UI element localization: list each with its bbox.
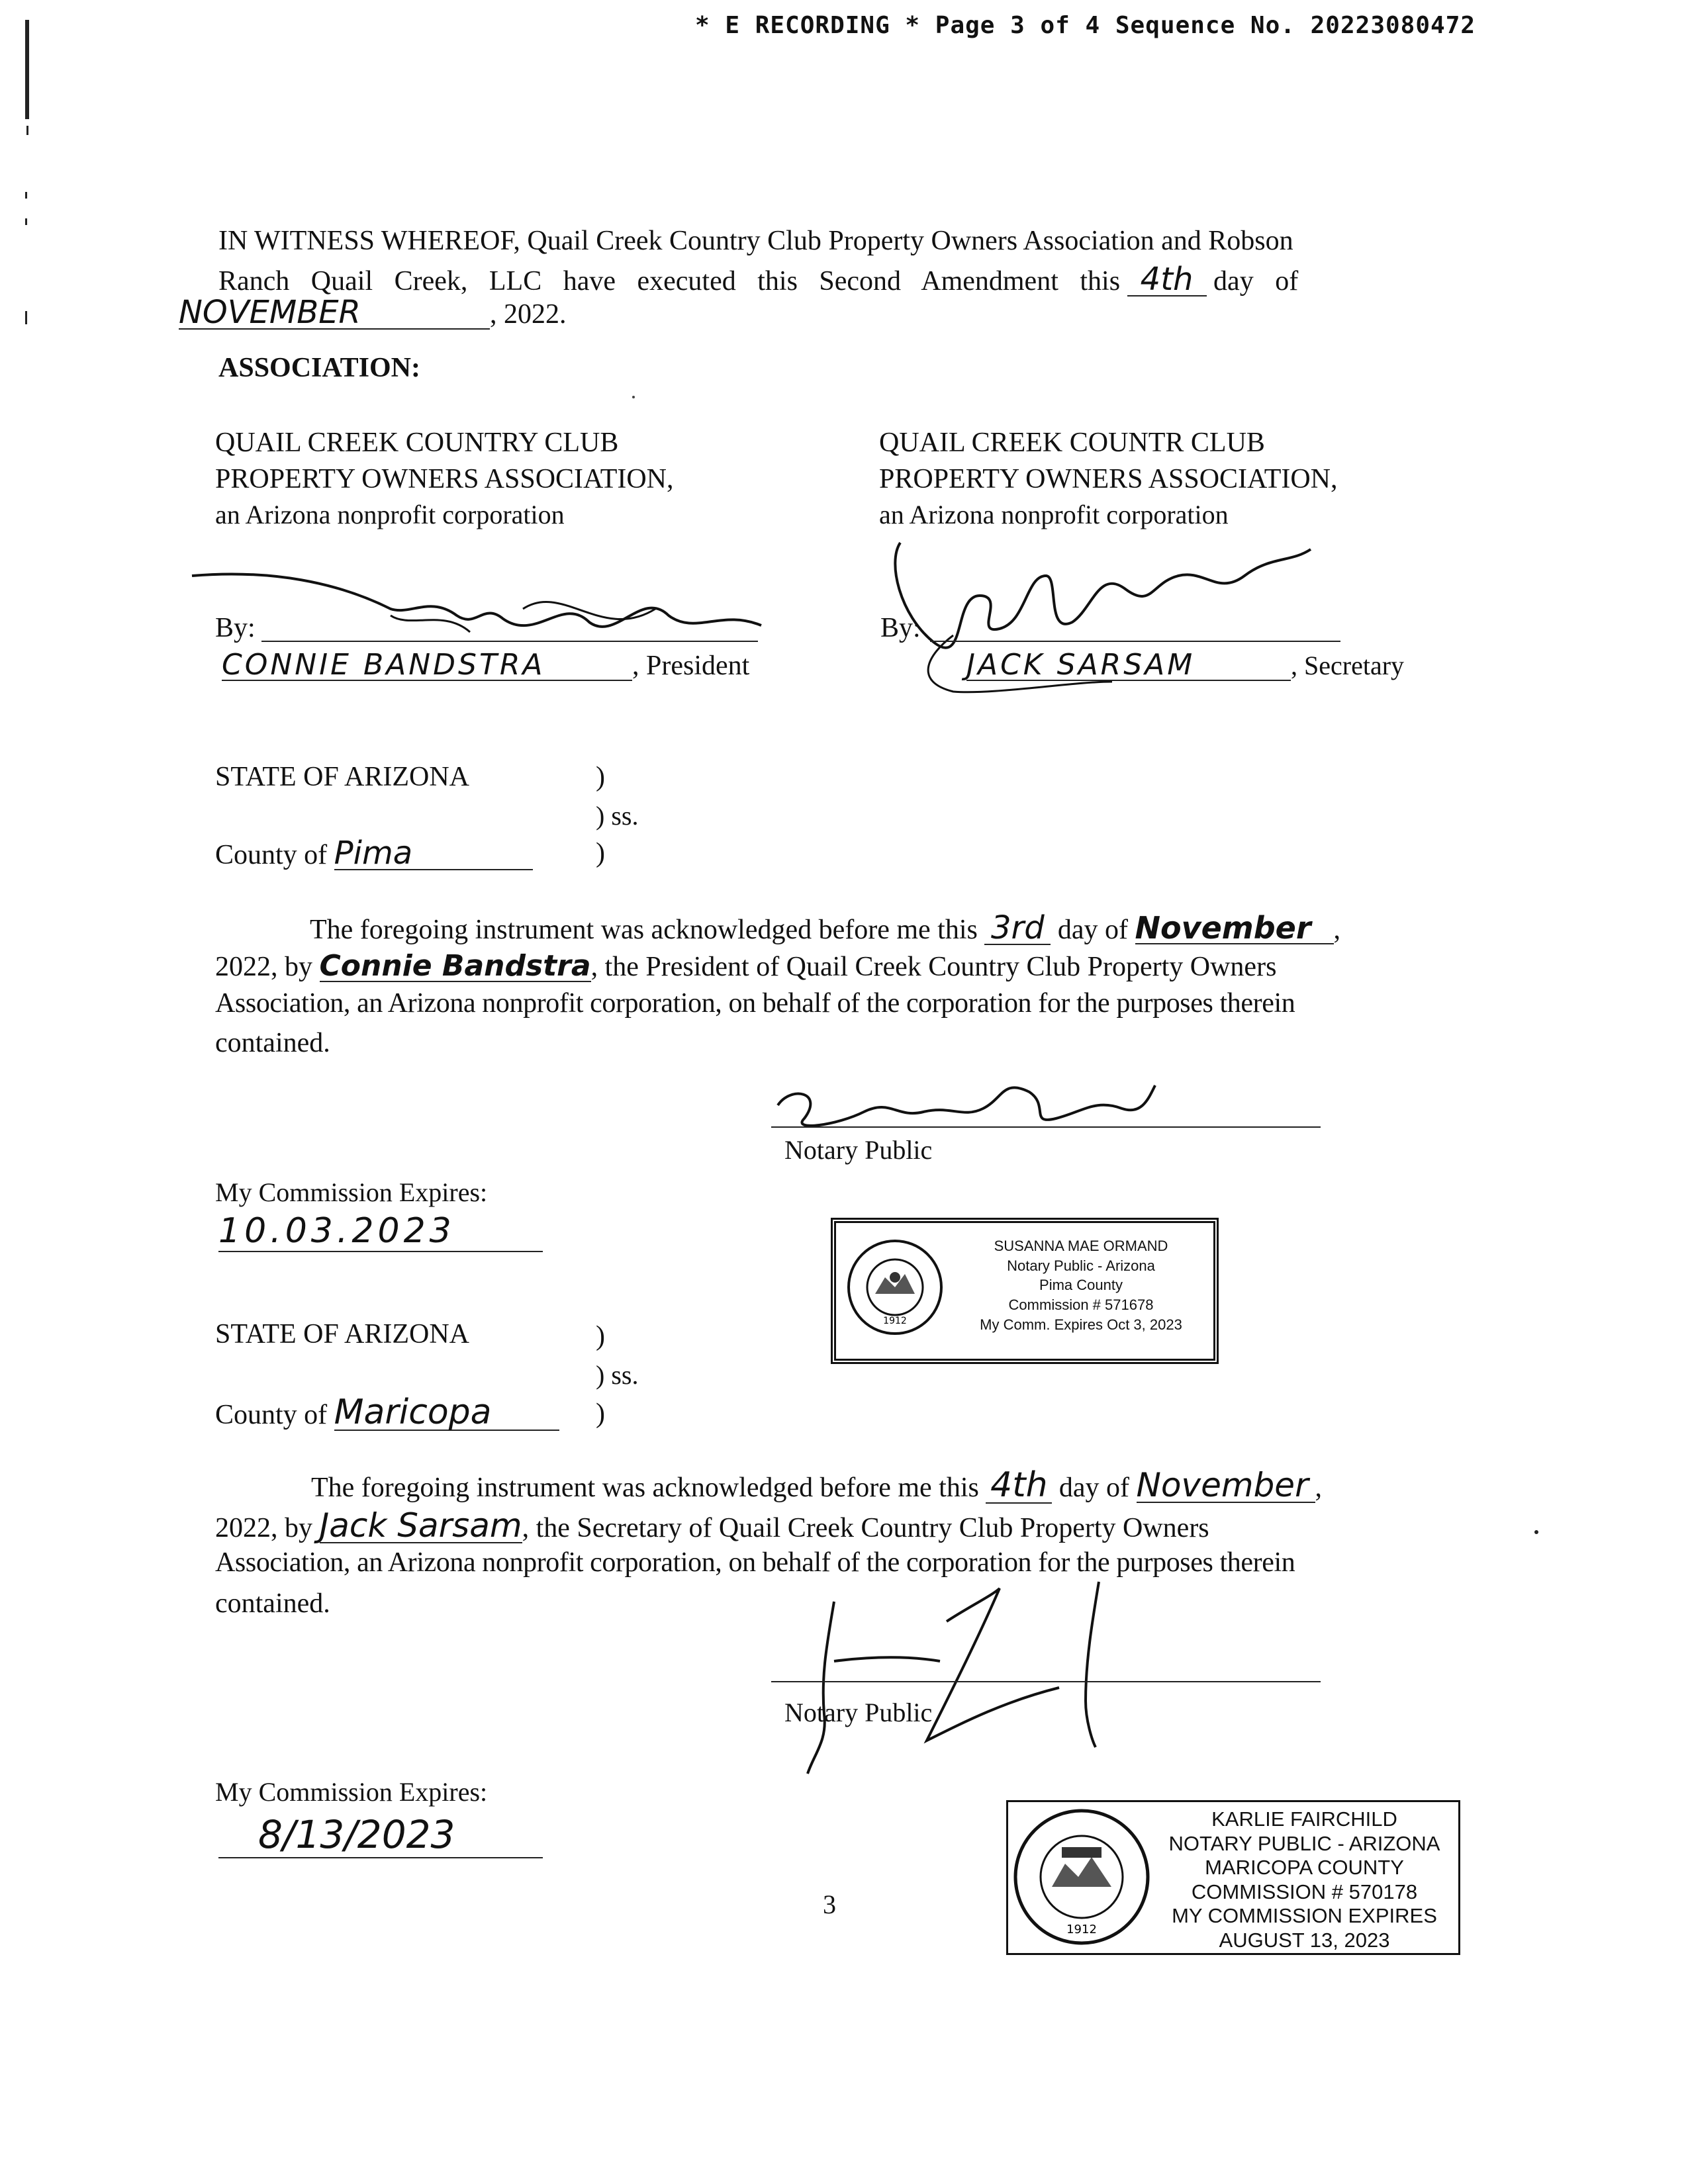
witness-month-handwritten: NOVEMBER [179,296,490,330]
ack1-day-handwritten: 3rd [984,912,1051,945]
ack1-county-label: County of [215,840,328,870]
left-signer-handwritten: CONNIE BANDSTRA [222,651,632,681]
ack2-notary-line [771,1681,1321,1682]
ack1-line2-a: 2022, by [215,952,312,982]
scan-dot [1534,1530,1538,1534]
ack2-county-label: County of [215,1400,328,1430]
ack2-line-4: contained. [215,1588,330,1619]
ack2-ss: ) ss. [596,1360,639,1390]
ack2-line2-a: 2022, by [215,1513,312,1543]
ack2-line-3: Association, an Arizona nonprofit corporation, on behalf of the corporation for the purposes therein [215,1547,1295,1578]
ack1-commission-handwritten: 10.03.2023 [218,1211,543,1252]
ack2-stamp-text [1157,1807,1452,1952]
ack2-commission-handwritten: 8/13/2023 [218,1812,543,1858]
ack1-state: STATE OF ARIZONA [215,762,469,792]
right-signer-title: , Secretary [1291,651,1405,680]
ack1-line-1 [310,909,1341,946]
ack1-text-a: The foregoing instrument was acknowledged before me this [310,915,978,945]
witness-day-of-text: day of [1213,266,1299,296]
ack1-notary-label: Notary Public [784,1135,933,1165]
left-signer-line [222,648,750,682]
ack2-paren-3: ) [596,1398,605,1429]
ack1-county-line [215,837,533,870]
left-by-label: By: [215,613,256,643]
ack1-month-handwritten: November [1135,913,1334,944]
association-heading: ASSOCIATION: [218,353,420,383]
ack2-stamp-name: KARLIE FAIRCHILD [1211,1807,1397,1831]
ack1-stamp-line4: Commission # 571678 [1008,1297,1154,1314]
ack2-line2-b: , the Secretary of Quail Creek Country Club Property Owners [522,1513,1209,1543]
witness-line-2-text: Ranch Quail Creek, LLC have executed this Second Amendment this [218,266,1121,296]
ack1-paren-1: ) [596,762,605,792]
ack2-text-b: day of [1058,1473,1130,1503]
left-party-name-2: PROPERTY OWNERS ASSOCIATION, [215,464,674,494]
ack2-state: STATE OF ARIZONA [215,1319,469,1349]
ack2-county-line [215,1392,559,1432]
right-signer-handwritten: JACK SARSAM [966,651,1291,681]
ack1-line-3: Association, an Arizona nonprofit corporation, on behalf of the corporation for the purposes therein [215,988,1295,1019]
scan-dot [632,396,635,398]
witness-year: , 2022. [490,299,567,330]
ack1-paren-3: ) [596,838,605,868]
ack1-stamp-line2: Notary Public - Arizona [1007,1257,1155,1274]
ack2-county-handwritten: Maricopa [334,1395,559,1431]
scan-edge-mark [25,218,27,225]
scan-edge-mark [25,20,29,119]
left-party-entity-type: an Arizona nonprofit corporation [215,500,565,529]
scan-edge-mark [25,192,27,199]
ack2-notary-stamp [1006,1800,1460,1955]
ack2-stamp-line4: COMMISSION # 570178 [1191,1880,1418,1903]
ack2-seal-year: 1912 [1066,1923,1097,1936]
scan-edge-mark [25,311,27,324]
ack2-day-handwritten: 4th [986,1468,1052,1504]
witness-line-1: IN WITNESS WHEREOF, Quail Creek Country Club Property Owners Association and Robson [218,226,1293,256]
ack2-state-seal [1012,1807,1151,1946]
ack1-ss: ) ss. [596,801,639,831]
right-signer-line [966,648,1405,682]
ack2-paren-1: ) [596,1321,605,1351]
ack1-notary-stamp [831,1218,1219,1364]
ack1-commission-label: My Commission Expires: [215,1177,488,1207]
ack1-name-handwritten: Connie Bandstra [319,949,591,983]
ack2-line-2 [215,1506,1209,1545]
ack1-seal-year: 1912 [883,1316,907,1326]
ack1-line-4: contained. [215,1028,330,1058]
right-party-entity-type: an Arizona nonprofit corporation [879,500,1229,529]
ack1-stamp-name: SUSANNA MAE ORMAND [994,1238,1168,1254]
scan-edge-mark [26,126,28,135]
left-party-name-1: QUAIL CREEK COUNTRY CLUB [215,428,619,458]
ack2-stamp-line5: MY COMMISSION EXPIRES [1172,1904,1437,1928]
ack1-stamp-line3: Pima County [1039,1277,1123,1294]
ack2-stamp-line2: NOTARY PUBLIC - ARIZONA [1168,1831,1440,1855]
ack1-notary-signature-scribble [765,1072,1162,1138]
left-signer-title: , President [632,651,750,681]
ack1-stamp-text [955,1236,1207,1334]
ack2-name-handwritten: Jack Sarsam [319,1506,522,1545]
witness-day-handwritten: 4th [1127,263,1207,296]
ack2-line-1 [311,1465,1323,1505]
right-by-label: By: [880,613,921,643]
ack1-stamp-line5: My Comm. Expires Oct 3, 2023 [980,1316,1182,1333]
ack2-stamp-line3: MARICOPA COUNTY [1205,1856,1404,1880]
ack1-comma: , [1333,915,1341,945]
ack2-notary-label: Notary Public [784,1698,933,1727]
ack2-stamp-line6: AUGUST 13, 2023 [1219,1928,1390,1952]
ack2-month-handwritten: November [1137,1469,1315,1503]
page-number: 3 [823,1889,836,1919]
ack1-notary-line [771,1126,1321,1128]
ack1-text-b: day of [1057,915,1129,945]
ack2-commission-label: My Commission Expires: [215,1777,488,1807]
recording-header: * E RECORDING * Page 3 of 4 Sequence No. 20223080472 [695,12,1476,39]
ack1-county-handwritten: Pima [334,837,533,870]
ack1-notary-signature [765,1072,1162,1138]
ack1-state-seal [845,1238,945,1337]
ack1-line2-b: , the President of Quail Creek Country Club Property Owners [590,952,1277,982]
right-party-name-1: QUAIL CREEK COUNTR CLUB [879,428,1265,458]
left-signature-line [261,641,758,642]
right-signature-line [930,641,1340,642]
witness-line-2 [218,263,1443,296]
ack2-text-a: The foregoing instrument was acknowledged before me this [311,1473,979,1503]
right-party-name-2: PROPERTY OWNERS ASSOCIATION, [879,464,1338,494]
witness-line-3 [179,296,567,330]
ack1-line-2 [215,949,1277,983]
ack2-comma: , [1315,1473,1323,1503]
